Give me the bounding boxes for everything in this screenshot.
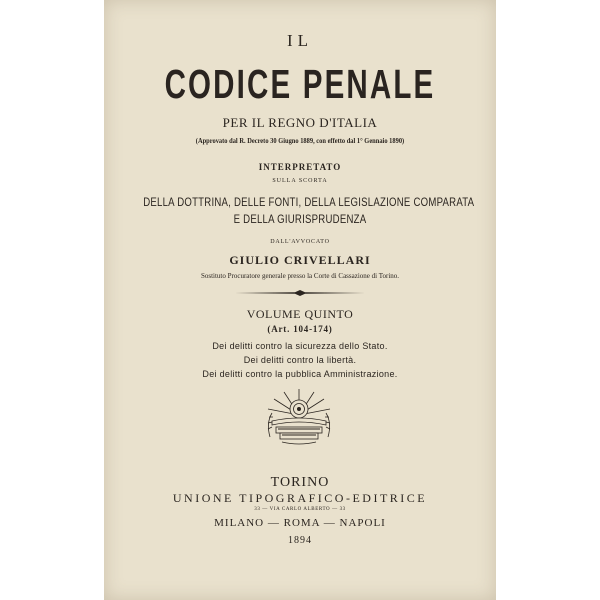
interpreted-heading: INTERPRETATO (258, 162, 342, 172)
publication-city: TORINO (270, 475, 330, 490)
author-role: Sostituto Procuratore generale presso la Corte di Cassazione di Torino. (200, 272, 400, 280)
contents-item: Dei delitti contro la libertà. (243, 355, 357, 365)
publisher-name: UNIONE TIPOGRAFICO-EDITRICE (172, 491, 428, 505)
contents-item: Dei delitti contro la sicurezza dello Stato. (212, 341, 388, 351)
by-lawyer-label: DALL'AVVOCATO (270, 239, 330, 245)
author-name: GIULIO CRIVELLARI (229, 253, 371, 267)
scorta-label: SULLA SCORTA (272, 178, 328, 184)
sources-line-1: DELLA DOTTRINA, DELLE FONTI, DELLA LEGISLAZIONE COMPARATA (143, 195, 475, 209)
approval-note: (Approvato dal R. Decreto 30 Giugno 1889, con effetto dal 1° Gennaio 1890) (195, 137, 405, 145)
other-cities: MILANO — ROMA — NAPOLI (214, 517, 386, 529)
articles-range: (Art. 104-174) (267, 324, 333, 334)
ornamental-rule (235, 290, 365, 296)
title-page (104, 0, 496, 600)
title-article: IL (286, 31, 314, 50)
publisher-emblem-icon (262, 387, 336, 447)
contents-item: Dei delitti contro la pubblica Amministrazione. (202, 369, 398, 379)
publisher-address: 33 — VIA CARLO ALBERTO — 33 (254, 507, 346, 512)
sources-line-2: E DELLA GIURISPRUDENZA (233, 212, 367, 226)
book-title: CODICE PENALE (164, 61, 436, 107)
volume-label: VOLUME QUINTO (246, 307, 354, 321)
book-subtitle: PER IL REGNO D'ITALIA (222, 115, 378, 130)
publication-year: 1894 (288, 535, 312, 546)
